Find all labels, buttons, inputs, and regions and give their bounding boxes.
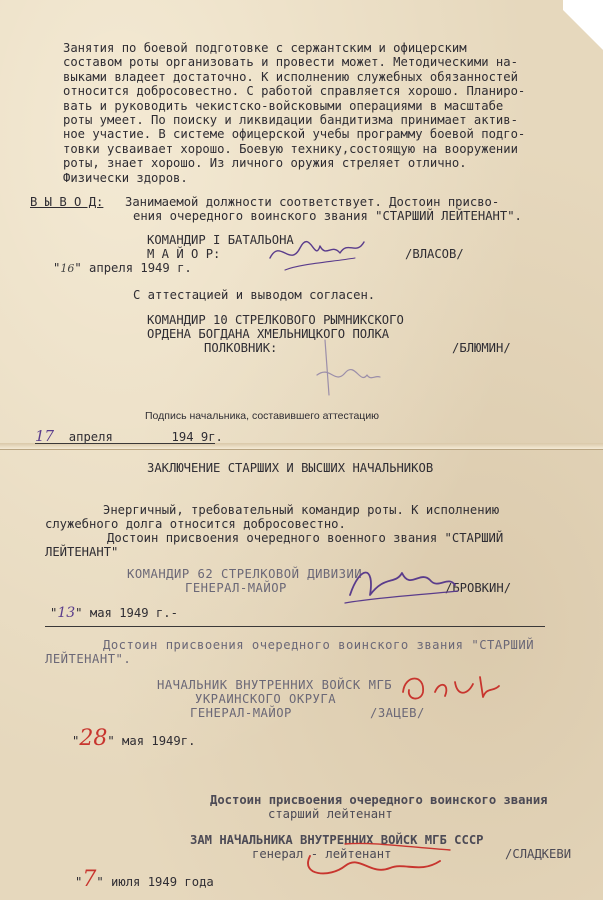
- signature-caption: Подпись начальника, составившего аттестацию: [145, 410, 380, 422]
- fold-shadow: [0, 449, 603, 450]
- district-line-3: ГЕНЕРАЛ-МАЙОР: [190, 706, 292, 720]
- deputy-signature: [290, 836, 460, 886]
- regiment-name: /БЛЮМИН/: [452, 341, 511, 355]
- division-line-1: КОМАНДИР 62 СТРЕЛКОВОЙ ДИВИЗИИ: [127, 567, 363, 581]
- paragraph-line: выками владеет достаточно. К исполнению служебных обязанностей: [63, 69, 518, 84]
- commander-name: /ВЛАСОВ/: [405, 247, 464, 261]
- division-name: /БРОВКИН/: [445, 581, 512, 595]
- senior-text-1: Энергичный, требовательный командир роты. К исполнению: [103, 503, 500, 517]
- ok-line-2: ЛЕЙТЕНАНТ".: [45, 652, 132, 666]
- attestation-paragraph: [63, 41, 573, 185]
- paragraph-line: ное участие. В системе офицерской учебы программу боевой подго-: [63, 127, 526, 142]
- paragraph-line: Физически здоров.: [63, 170, 188, 185]
- date-underline: [35, 443, 215, 444]
- conclusion-line-2: ения очередного воинского звания "СТАРШИЙ ЛЕЙТЕНАНТ".: [133, 209, 522, 223]
- division-date: "13" мая 1949 г.-: [50, 605, 178, 621]
- paragraph-line: относится добросовестно. С работой справляется хорошо. Планиро-: [63, 84, 526, 99]
- senior-text-4: ЛЕЙТЕНАНТ": [45, 545, 119, 559]
- division-signature: [340, 555, 460, 610]
- paragraph-line: товки усваивает хорошо. Боевую технику,состоящую на вооружении: [63, 141, 518, 156]
- deputy-line-2: генерал - лейтенант: [252, 847, 392, 861]
- conclusion-line-1: Занимаемой должности соответствует. Достоин присво-: [125, 195, 500, 209]
- regiment-line-2: ОРДЕНА БОГДАНА ХМЕЛЬНИЦКОГО ПОЛКА: [147, 327, 390, 341]
- paragraph-line: Занятия по боевой подготовке с сержантским и офицерским: [63, 41, 467, 55]
- district-line-1: НАЧАЛЬНИК ВНУТРЕННИХ ВОЙСК МГБ: [157, 678, 393, 692]
- senior-text-2: служебного долга относится добросовестно.: [45, 517, 346, 531]
- deputy-line-1: ЗАМ НАЧАЛЬНИКА ВНУТРЕННИХ ВОЙСК МГБ СССР: [190, 833, 484, 847]
- regiment-signature: [305, 335, 385, 405]
- commander-rank: М А Й О Р:: [147, 247, 221, 261]
- paragraph-line: составом роты организовать и провести может. Методическими на-: [63, 55, 518, 70]
- regiment-line-1: КОМАНДИР 10 СТРЕЛКОВОГО РЫМНИКСКОГО: [147, 313, 404, 327]
- final-line-2: старший лейтенант: [268, 807, 393, 821]
- division-line-2: ГЕНЕРАЛ-МАЙОР: [185, 581, 287, 595]
- district-date: "28" мая 1949г.: [72, 726, 196, 751]
- battalion-date: "16" апреля 1949 г.: [53, 261, 192, 275]
- agreement-text: С аттестацией и выводом согласен.: [133, 288, 376, 302]
- paragraph-line: вать и руководить чекистско-войсковыми операциями в масштабе: [63, 98, 504, 113]
- ok-line-1: Достоин присвоения очередного воинского звания "СТАРШИЙ: [103, 638, 535, 652]
- conclusion-label: В Ы В О Д:: [30, 195, 104, 209]
- commander-title: КОМАНДИР I БАТАЛЬОНА: [147, 233, 294, 247]
- senior-heading: ЗАКЛЮЧЕНИЕ СТАРШИХ И ВЫСШИХ НАЧАЛЬНИКОВ: [147, 461, 434, 475]
- division-rule: [45, 626, 545, 627]
- deputy-date: "7" июля 1949 года: [75, 867, 214, 892]
- deputy-name: /СЛАДКЕВИ: [505, 847, 572, 861]
- district-name: /ЗАЦЕВ/: [370, 706, 425, 720]
- district-signature: [395, 662, 505, 710]
- paragraph-line: роты, знает хорошо. Из личного оружия стреляет отлично.: [63, 156, 467, 171]
- final-line-1: Достоин присвоения очередного воинского звания: [210, 793, 548, 807]
- senior-text-3: Достоин присвоения очередного военного звания "СТАРШИЙ: [107, 531, 504, 545]
- district-line-2: УКРАИНСКОГО ОКРУГА: [195, 692, 337, 706]
- regiment-rank: ПОЛКОВНИК:: [204, 341, 278, 355]
- bottom-date: 17 апреля 194 9г.: [35, 427, 223, 445]
- battalion-signature: [260, 228, 370, 278]
- paragraph-line: роты умеет. По поиску и ликвидации бандитизма принимает актив-: [63, 113, 518, 128]
